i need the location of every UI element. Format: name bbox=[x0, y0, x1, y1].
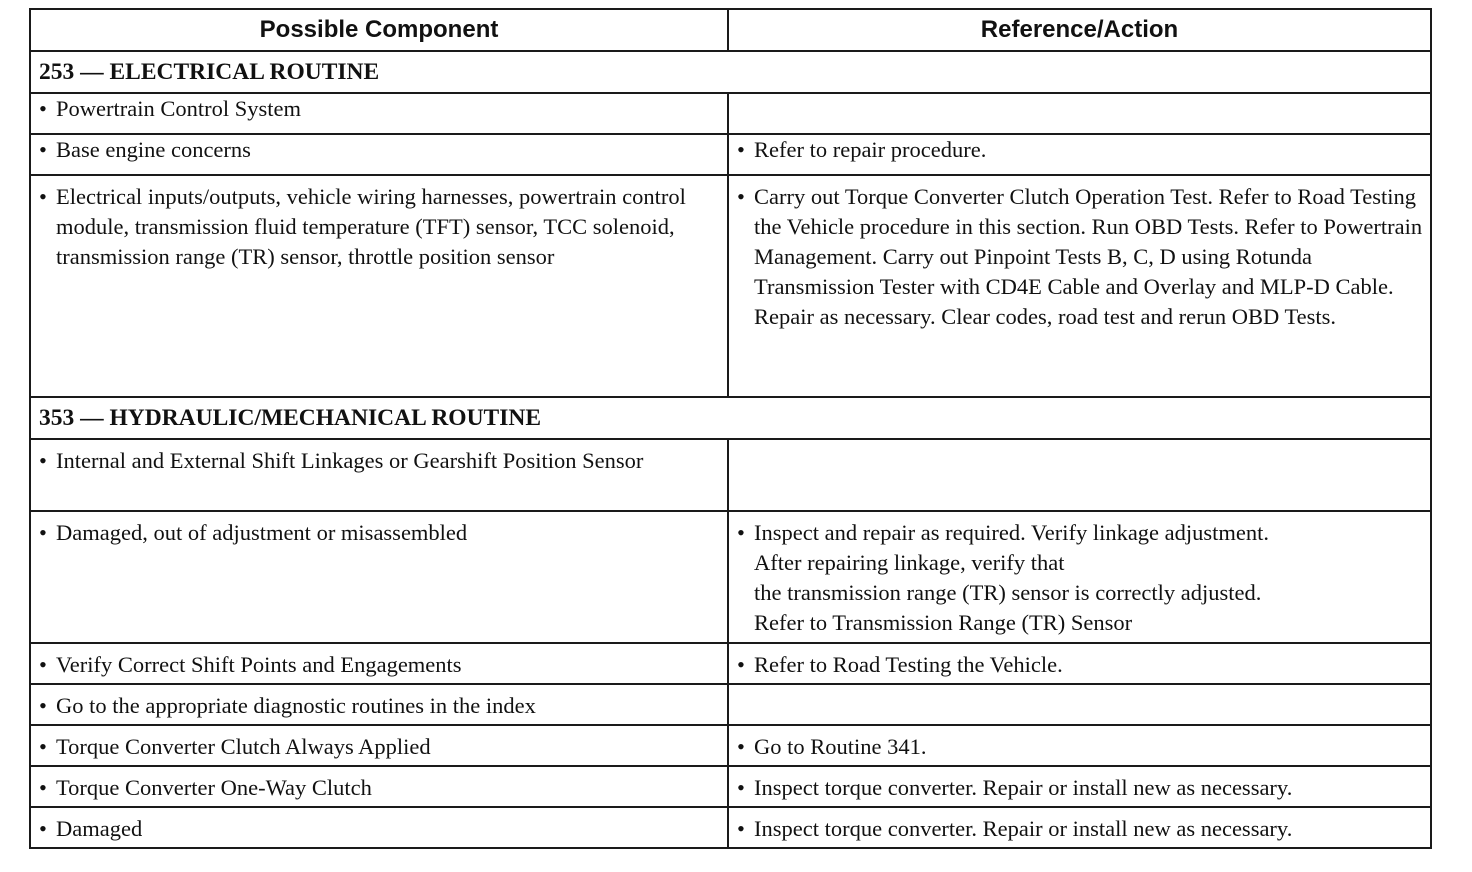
component-cell bbox=[30, 134, 728, 175]
component-cell bbox=[30, 684, 728, 725]
action-text: Refer to repair procedure. bbox=[754, 137, 987, 162]
action-text: Carry out Torque Converter Clutch Operation Test. Refer to Road Testing the Vehicle procedure in this section. Run OBD Tests. Refer to Powertrain Management. Carry out Pinpoint Tests B, C, D using Rotunda Transmission Tester with CD4E Cable and Overlay and MLP-D Cable. Repair as necessary. Clear codes, road test and rerun OBD Tests. bbox=[754, 184, 1423, 329]
action-cell bbox=[728, 439, 1431, 511]
component-text: Torque Converter One-Way Clutch bbox=[56, 775, 372, 800]
bullet-glyph: • bbox=[737, 652, 745, 677]
action-cell bbox=[728, 807, 1431, 848]
section-row bbox=[30, 397, 1431, 439]
action-cell bbox=[728, 175, 1431, 397]
action-cell bbox=[728, 684, 1431, 725]
action-cell bbox=[728, 134, 1431, 175]
component-text: Torque Converter Clutch Always Applied bbox=[56, 734, 431, 759]
table-row bbox=[30, 684, 1431, 725]
bullet-glyph: • bbox=[737, 734, 745, 759]
component-text: Damaged bbox=[56, 816, 143, 841]
table-row bbox=[30, 93, 1431, 134]
component-text: Internal and External Shift Linkages or Gearshift Position Sensor bbox=[56, 448, 644, 473]
action-text-line: Refer to Transmission Range (TR) Sensor bbox=[754, 610, 1133, 635]
bullet-glyph: • bbox=[737, 184, 745, 209]
table-row bbox=[30, 807, 1431, 848]
action-cell bbox=[728, 93, 1431, 134]
component-cell bbox=[30, 807, 728, 848]
action-text-line: the transmission range (TR) sensor is correctly adjusted. bbox=[754, 580, 1262, 605]
component-cell bbox=[30, 766, 728, 807]
bullet-glyph: • bbox=[737, 816, 745, 841]
header-row bbox=[30, 9, 1431, 51]
bullet-glyph: • bbox=[39, 775, 47, 800]
component-cell bbox=[30, 439, 728, 511]
bullet-glyph: • bbox=[39, 96, 47, 121]
action-text: Inspect and repair as required. Verify linkage adjustment. bbox=[754, 520, 1270, 545]
bullet-glyph: • bbox=[39, 137, 47, 162]
action-text: Inspect torque converter. Repair or install new as necessary. bbox=[754, 816, 1293, 841]
table-row bbox=[30, 175, 1431, 397]
component-cell bbox=[30, 93, 728, 134]
component-cell bbox=[30, 511, 728, 643]
bullet-glyph: • bbox=[39, 184, 47, 209]
component-cell bbox=[30, 643, 728, 684]
bullet-glyph: • bbox=[39, 734, 47, 759]
action-text: Inspect torque converter. Repair or install new as necessary. bbox=[754, 775, 1293, 800]
component-cell bbox=[30, 175, 728, 397]
component-text: Electrical inputs/outputs, vehicle wiring harnesses, powertrain control module, transmission fluid temperature (TFT) sensor, TCC solenoid, transmission range (TR) sensor, throttle position sensor bbox=[56, 184, 686, 269]
bullet-glyph: • bbox=[39, 448, 47, 473]
header-reference-action: Reference/Action bbox=[728, 9, 1431, 51]
section-title: 353 — HYDRAULIC/MECHANICAL ROUTINE bbox=[30, 397, 1431, 439]
bullet-glyph: • bbox=[737, 775, 745, 800]
action-cell bbox=[728, 511, 1431, 643]
section-title: 253 — ELECTRICAL ROUTINE bbox=[30, 51, 1431, 93]
action-text-line: After repairing linkage, verify that bbox=[754, 550, 1065, 575]
section-row bbox=[30, 51, 1431, 93]
action-cell bbox=[728, 766, 1431, 807]
component-text: Base engine concerns bbox=[56, 137, 251, 162]
table-row bbox=[30, 725, 1431, 766]
component-cell bbox=[30, 725, 728, 766]
table-row bbox=[30, 511, 1431, 643]
header-possible-component: Possible Component bbox=[30, 9, 728, 51]
action-cell bbox=[728, 643, 1431, 684]
bullet-glyph: • bbox=[39, 816, 47, 841]
bullet-glyph: • bbox=[39, 520, 47, 545]
action-cell bbox=[728, 725, 1431, 766]
diagnostic-table bbox=[29, 8, 1432, 849]
table-row bbox=[30, 439, 1431, 511]
bullet-glyph: • bbox=[39, 652, 47, 677]
bullet-glyph: • bbox=[39, 693, 47, 718]
bullet-glyph: • bbox=[737, 520, 745, 545]
table-row bbox=[30, 766, 1431, 807]
component-text: Go to the appropriate diagnostic routines in the index bbox=[56, 693, 536, 718]
action-text: Refer to Road Testing the Vehicle. bbox=[754, 652, 1063, 677]
table-row bbox=[30, 134, 1431, 175]
table-row bbox=[30, 643, 1431, 684]
action-text: Go to Routine 341. bbox=[754, 734, 927, 759]
component-text: Powertrain Control System bbox=[56, 96, 301, 121]
component-text: Verify Correct Shift Points and Engagements bbox=[56, 652, 462, 677]
bullet-glyph: • bbox=[737, 137, 745, 162]
component-text: Damaged, out of adjustment or misassembled bbox=[56, 520, 468, 545]
